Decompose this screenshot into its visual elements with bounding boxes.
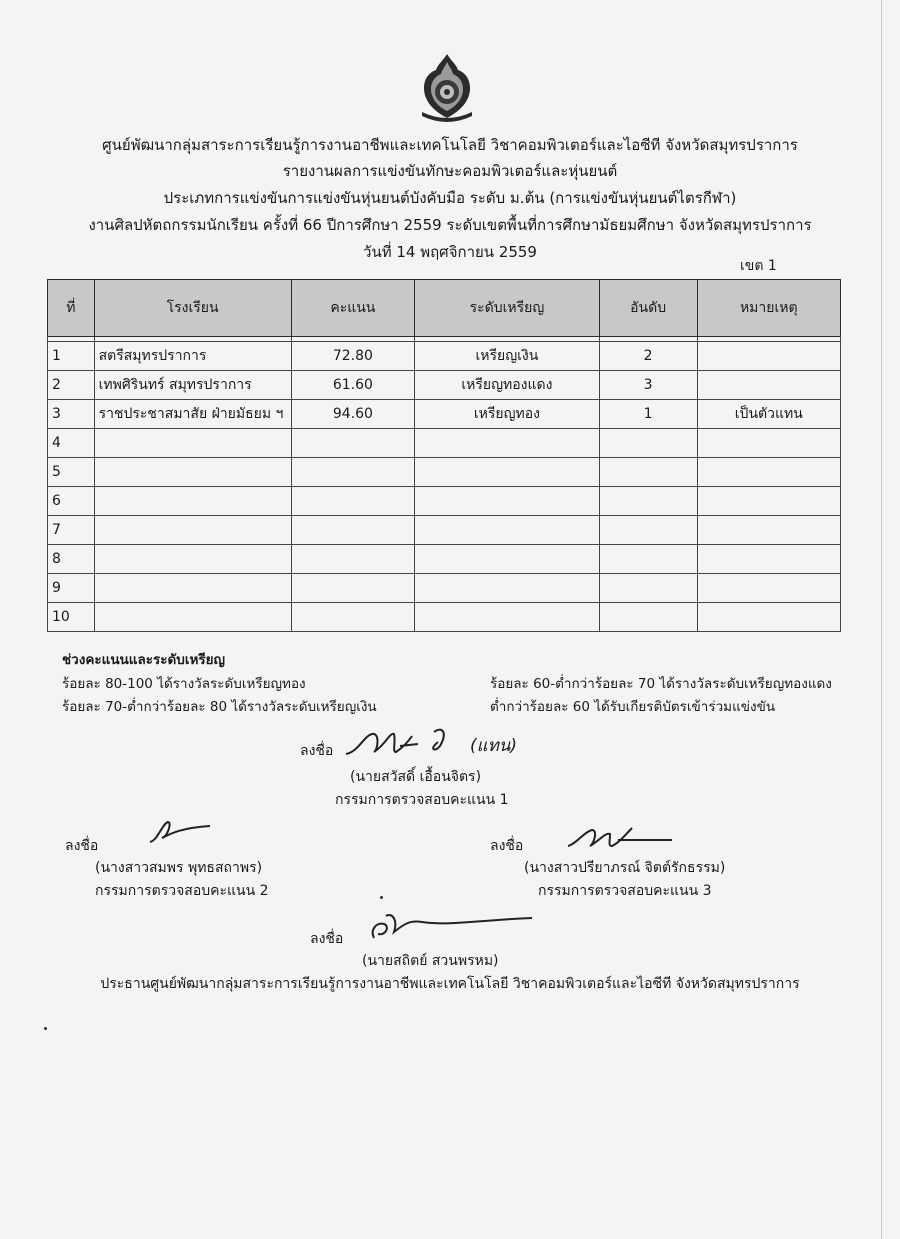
cell-no: 7: [48, 516, 95, 545]
scan-dot: [380, 896, 383, 899]
cell-school: [94, 429, 291, 458]
cell-medal: [415, 458, 600, 487]
cell-score: [291, 545, 415, 574]
col-rank: อันดับ: [599, 280, 697, 337]
cell-medal: [415, 603, 600, 632]
cell-note: [697, 545, 840, 574]
cell-medal: [415, 574, 600, 603]
sign-label-judge3: ลงชื่อ: [490, 838, 524, 854]
cell-no: 10: [48, 603, 95, 632]
cell-school: ราชประชาสมาสัย ฝ่ายมัธยม ฯ: [94, 400, 291, 429]
results-table: [47, 279, 841, 632]
cell-school: [94, 545, 291, 574]
signature-judge1: [338, 722, 468, 762]
cell-note: [697, 516, 840, 545]
legend-bronze: ร้อยละ 60-ต่ำกว่าร้อยละ 70 ได้รางวัลระดับเหรียญทองแดง: [490, 676, 832, 692]
header-organization: ศูนย์พัฒนากลุ่มสาระการเรียนรู้การงานอาชีพและเทคโนโลยี วิชาคอมพิวเตอร์และไอซีที จังหวัดสมุทรปราการ: [102, 136, 798, 154]
cell-no: 1: [48, 342, 95, 371]
role-judge3: กรรมการตรวจสอบคะแนน 3: [538, 883, 712, 899]
cell-note: [697, 371, 840, 400]
role-judge2: กรรมการตรวจสอบคะแนน 2: [95, 883, 269, 899]
cell-school: [94, 487, 291, 516]
handwritten-note-judge1: (แทน): [470, 736, 518, 756]
name-judge3: (นางสาวปรียาภรณ์ จิตต์รักธรรม): [524, 860, 726, 876]
cell-rank: [599, 458, 697, 487]
cell-school: [94, 516, 291, 545]
cell-score: [291, 603, 415, 632]
col-note: หมายเหตุ: [697, 280, 840, 337]
zone-label: เขต 1: [740, 258, 777, 274]
cell-score: [291, 458, 415, 487]
cell-note: [697, 603, 840, 632]
table-row: [48, 458, 841, 487]
cell-note: [697, 487, 840, 516]
cell-medal: เหรียญทองแดง: [415, 371, 600, 400]
name-judge2: (นางสาวสมพร พุทธสถาพร): [95, 860, 263, 876]
cell-note: [697, 458, 840, 487]
table-row: [48, 603, 841, 632]
legend-participation: ต่ำกว่าร้อยละ 60 ได้รับเกียรติบัตรเข้าร่วมแข่งขัน: [490, 699, 776, 715]
ministry-emblem-icon: [414, 52, 480, 122]
table-row: [48, 516, 841, 545]
col-score: คะแนน: [291, 280, 415, 337]
cell-no: 6: [48, 487, 95, 516]
cell-rank: 1: [599, 400, 697, 429]
cell-rank: 2: [599, 342, 697, 371]
cell-medal: [415, 429, 600, 458]
header-report-title: รายงานผลการแข่งขันทักษะคอมพิวเตอร์และหุ่นยนต์: [282, 162, 618, 180]
cell-score: 94.60: [291, 400, 415, 429]
cell-medal: [415, 487, 600, 516]
cell-no: 5: [48, 458, 95, 487]
name-judge1: (นายสวัสดิ์ เอื้อนจิตร): [350, 769, 482, 785]
legend-silver: ร้อยละ 70-ต่ำกว่าร้อยละ 80 ได้รางวัลระดับเหรียญเงิน: [62, 699, 377, 715]
cell-rank: [599, 487, 697, 516]
cell-note: [697, 342, 840, 371]
header-event: งานศิลปหัตถกรรมนักเรียน ครั้งที่ 66 ปีการศึกษา 2559 ระดับเขตพื้นที่การศึกษามัธยมศึกษา จังหวัดสมุทรปราการ: [88, 216, 812, 234]
col-no: ที่: [48, 280, 95, 337]
cell-score: [291, 429, 415, 458]
cell-rank: [599, 574, 697, 603]
cell-rank: [599, 603, 697, 632]
cell-score: 61.60: [291, 371, 415, 400]
cell-note: [697, 574, 840, 603]
cell-no: 2: [48, 371, 95, 400]
legend-gold: ร้อยละ 80-100 ได้รางวัลระดับเหรียญทอง: [62, 676, 306, 692]
table-header-row: [48, 280, 841, 337]
cell-medal: [415, 516, 600, 545]
cell-note: [697, 429, 840, 458]
cell-note: เป็นตัวแทน: [697, 400, 840, 429]
header-date: วันที่ 14 พฤศจิกายน 2559: [363, 243, 537, 261]
table-row: [48, 487, 841, 516]
cell-medal: เหรียญทอง: [415, 400, 600, 429]
cell-no: 3: [48, 400, 95, 429]
signature-judge2: [140, 816, 220, 848]
table-row: [48, 429, 841, 458]
cell-school: [94, 458, 291, 487]
cell-school: เทพศิรินทร์ สมุทรปราการ: [94, 371, 291, 400]
signature-chair: [360, 902, 540, 946]
scan-dot: [44, 1027, 47, 1030]
cell-medal: [415, 545, 600, 574]
cell-medal: เหรียญเงิน: [415, 342, 600, 371]
cell-school: สตรีสมุทรปราการ: [94, 342, 291, 371]
sign-label-judge2: ลงชื่อ: [65, 838, 99, 854]
legend-title: ช่วงคะแนนและระดับเหรียญ: [62, 652, 226, 668]
cell-score: [291, 516, 415, 545]
cell-no: 4: [48, 429, 95, 458]
table-row: [48, 545, 841, 574]
table-row: [48, 342, 841, 371]
cell-score: 72.80: [291, 342, 415, 371]
header-competition-type: ประเภทการแข่งขันการแข่งขันหุ่นยนต์บังคับมือ ระดับ ม.ต้น (การแข่งขันหุ่นยนต์ไตรกีฬา): [163, 189, 737, 207]
cell-rank: [599, 429, 697, 458]
cell-rank: [599, 516, 697, 545]
table-row: [48, 371, 841, 400]
sign-label-judge1: ลงชื่อ: [300, 743, 334, 759]
cell-score: [291, 574, 415, 603]
table-row: [48, 400, 841, 429]
table-row: [48, 574, 841, 603]
name-chair: (นายสถิตย์ สวนพรหม): [362, 953, 499, 969]
cell-school: [94, 603, 291, 632]
role-judge1: กรรมการตรวจสอบคะแนน 1: [335, 792, 509, 808]
col-medal: ระดับเหรียญ: [415, 280, 600, 337]
col-school: โรงเรียน: [94, 280, 291, 337]
cell-rank: 3: [599, 371, 697, 400]
cell-no: 8: [48, 545, 95, 574]
cell-no: 9: [48, 574, 95, 603]
cell-school: [94, 574, 291, 603]
cell-score: [291, 487, 415, 516]
cell-rank: [599, 545, 697, 574]
sign-label-chair: ลงชื่อ: [310, 931, 344, 947]
signature-judge3: [562, 820, 677, 854]
role-chair: ประธานศูนย์พัฒนากลุ่มสาระการเรียนรู้การงานอาชีพและเทคโนโลยี วิชาคอมพิวเตอร์และไอซีที จังหวัดสมุทรปราการ: [100, 976, 800, 992]
